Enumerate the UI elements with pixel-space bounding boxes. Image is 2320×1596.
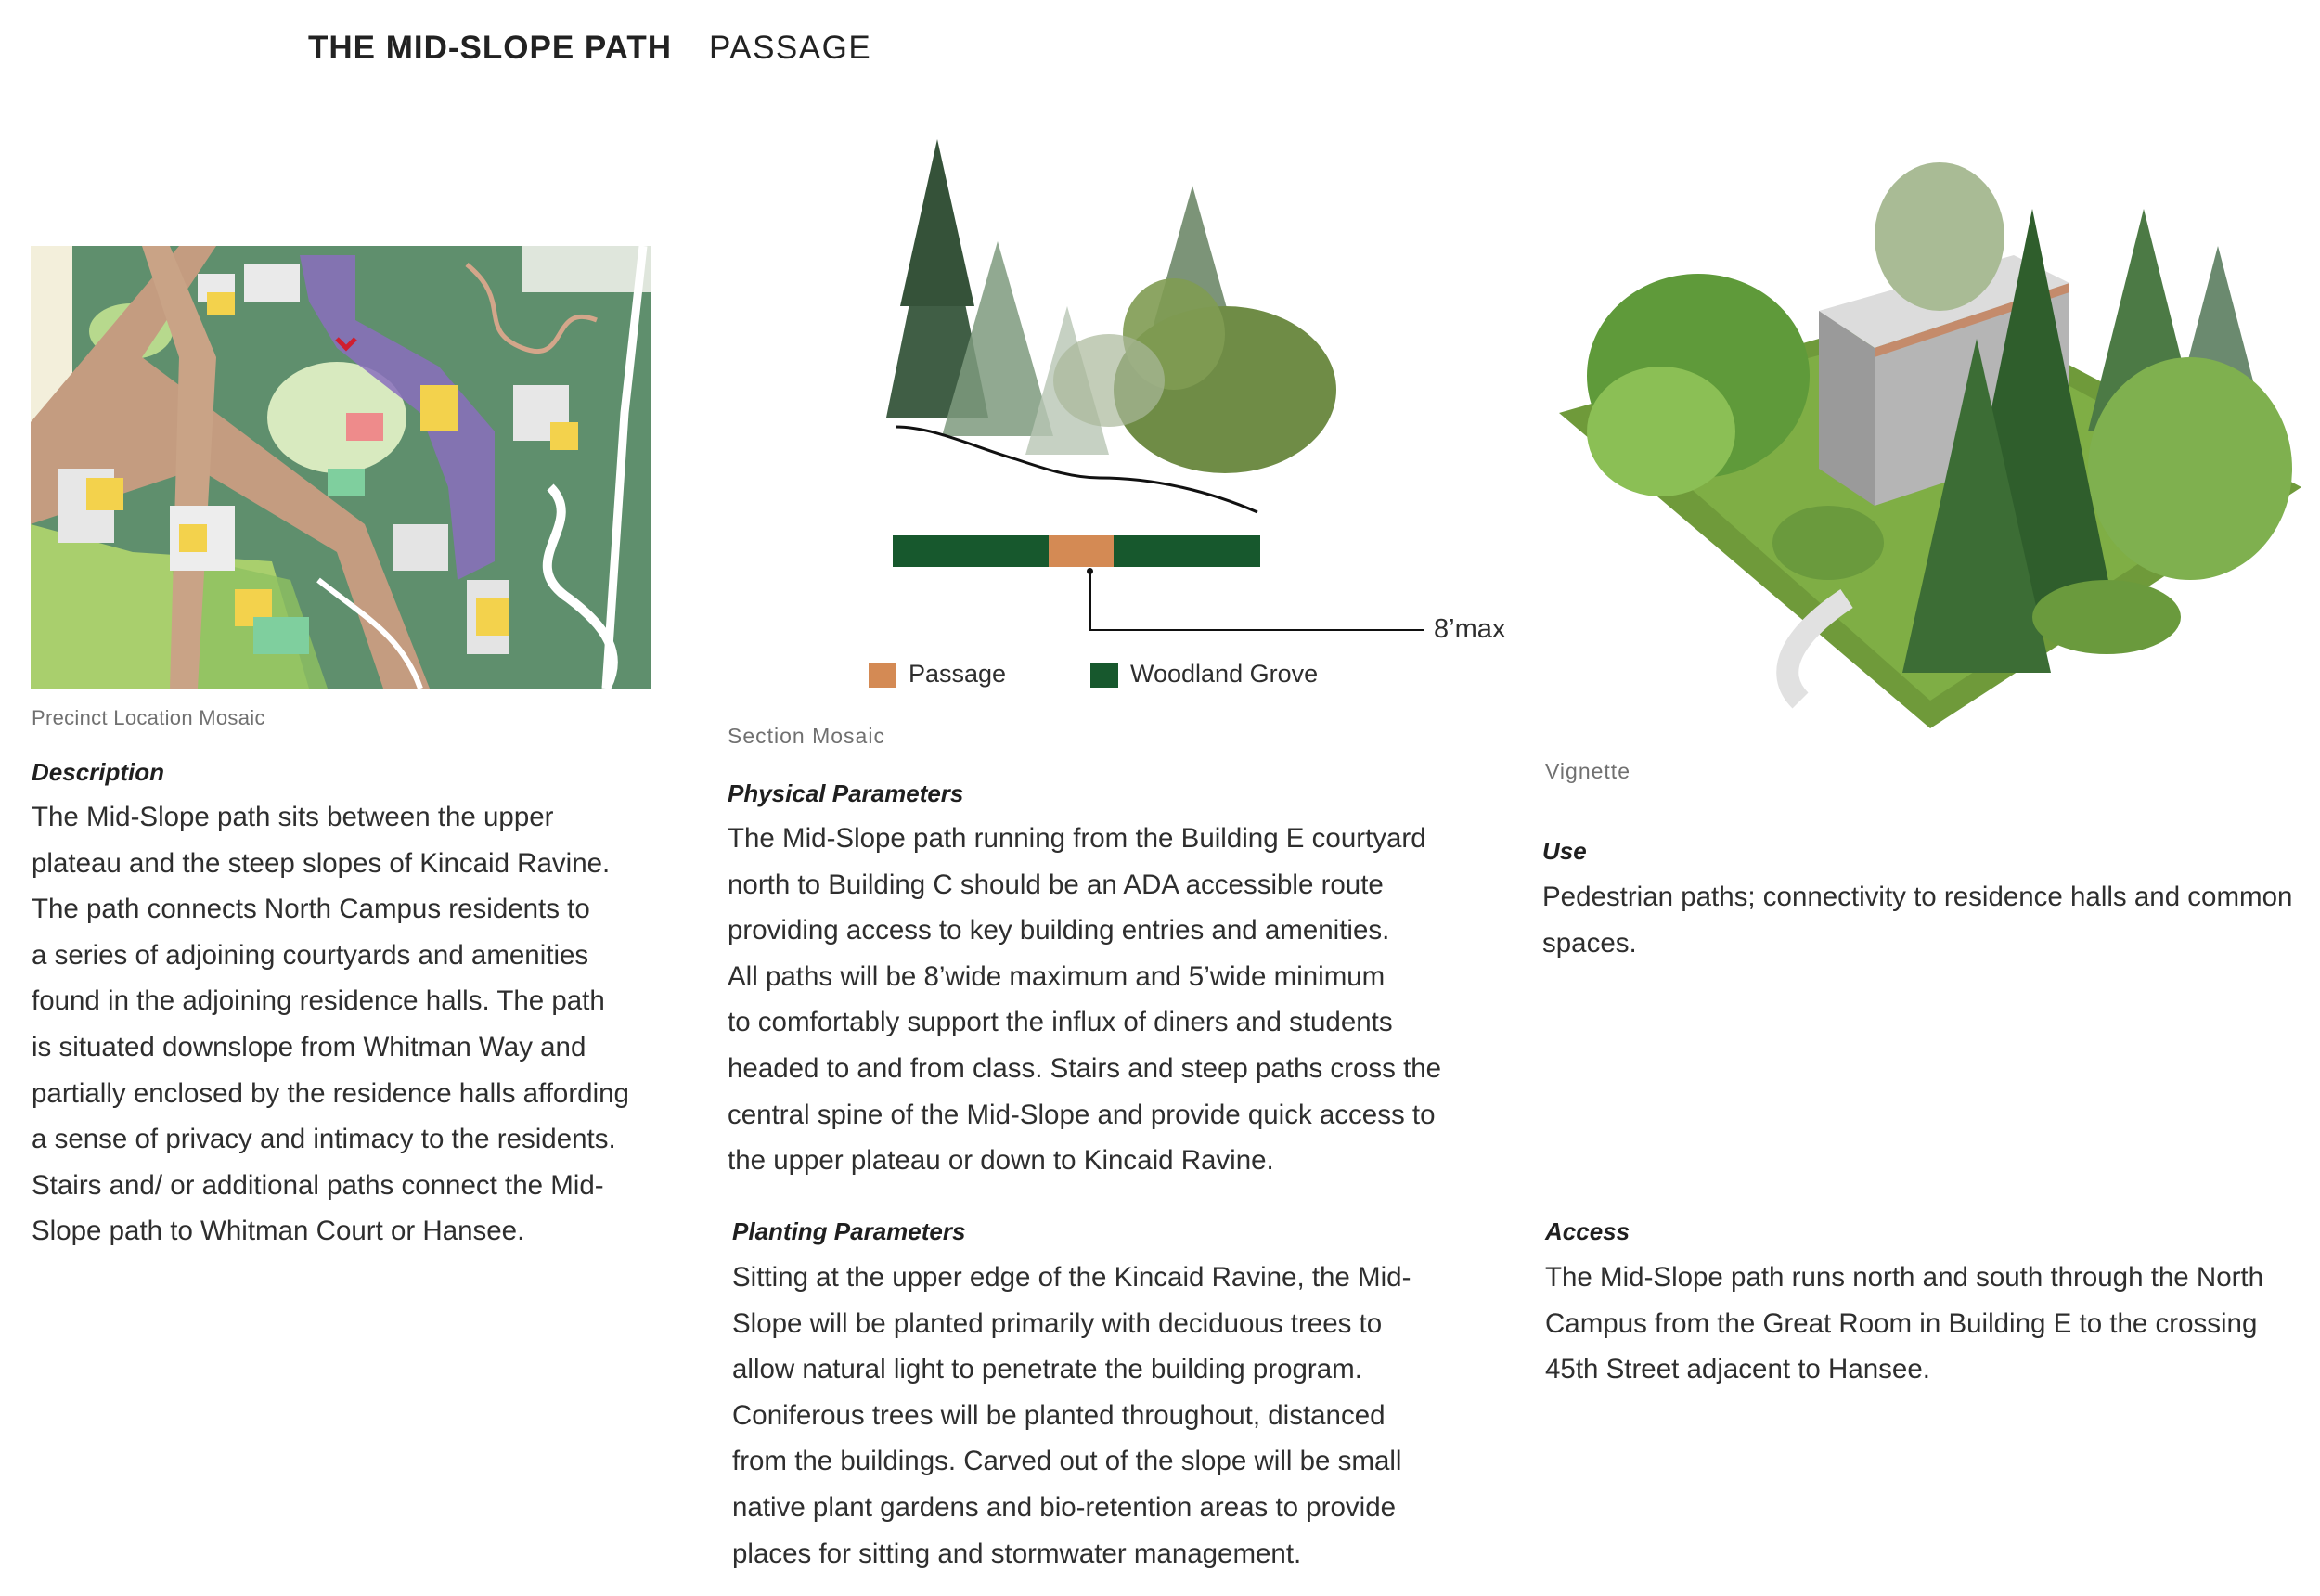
use-text: Pedestrian paths; connectivity to residence halls and common spaces. bbox=[1542, 882, 2293, 959]
physical-parameters-heading: Physical Parameters bbox=[728, 779, 964, 807]
vignette-illustration bbox=[1550, 153, 2311, 738]
legend-swatch-woodland-grove bbox=[1090, 663, 1118, 688]
access-text: The Mid-Slope path runs north and south through the North Campus from the Great Room in Building E to the crossing 45th Street adjacent to Hansee. bbox=[1545, 1262, 2264, 1385]
precinct-location-map bbox=[31, 246, 651, 689]
physical-parameters-text: The Mid-Slope path running from the Building E courtyard north to Building C should be an ADA accessible route providing access to key building entries and amenities. All paths will be 8’wide maximum and 5’wide minimum to comfortably support the influx of diners and students headed to and from class. Stairs and steep paths cross the central spine of the Mid-Slope and provide quick access to the upper plateau or down to Kincaid Ravine. bbox=[728, 823, 1442, 1177]
legend-swatch-passage bbox=[869, 663, 896, 688]
planting-parameters-text: Sitting at the upper edge of the Kincaid Ravine, the Mid- Slope will be planted primarily with deciduous trees to allow natural light to penetrate the building program. Coniferous trees will be planted throughout, distanced from the buildings. Carved out of the slope will be small native plant gardens and bio-retention areas to provide places for sitting and stormwater management. bbox=[732, 1262, 1411, 1569]
woodland-grove-bar-left bbox=[893, 535, 1049, 567]
page-subtitle: PASSAGE bbox=[709, 30, 872, 66]
map-caption: Precinct Location Mosaic bbox=[32, 706, 265, 729]
section-caption: Section Mosaic bbox=[728, 724, 885, 748]
vignette-caption: Vignette bbox=[1545, 759, 1630, 783]
legend-label-passage: Passage bbox=[909, 660, 1007, 688]
dimension-label: 8’max bbox=[1434, 614, 1506, 644]
planting-parameters-heading: Planting Parameters bbox=[732, 1217, 966, 1245]
description-text: The Mid-Slope path sits between the upper plateau and the steep slopes of Kincaid Ravine. The path connects North Campus residents to a series of adjoining courtyards and amenities found in the adjoining residence halls. The path is situated downslope from Whitman Way and partially enclosed by the residence halls affording a sense of privacy and intimacy to the residents. Stairs and/ or additional paths connect the Mid- Slope path to Whitman Court or Hansee. bbox=[32, 802, 629, 1247]
passage-bar bbox=[1049, 535, 1114, 567]
use-heading: Use bbox=[1542, 837, 1587, 865]
dimension-leader-vertical bbox=[1089, 571, 1091, 630]
legend-label-woodland-grove: Woodland Grove bbox=[1130, 660, 1319, 688]
section-illustration bbox=[858, 139, 1350, 529]
access-heading: Access bbox=[1545, 1217, 1630, 1245]
description-heading: Description bbox=[32, 758, 165, 786]
dimension-leader-horizontal bbox=[1089, 629, 1424, 631]
page-title: THE MID-SLOPE PATH bbox=[308, 30, 672, 66]
woodland-grove-bar-right bbox=[1114, 535, 1260, 567]
